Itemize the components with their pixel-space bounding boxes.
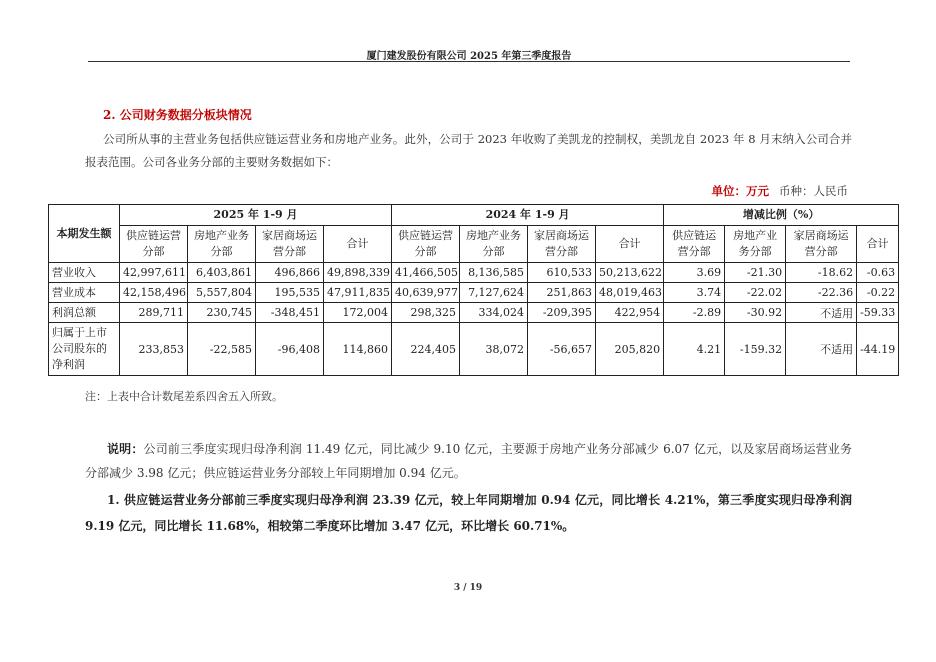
table-cell: 42,158,496: [120, 283, 188, 303]
table-cell: 5,557,804: [188, 283, 256, 303]
table-cell: -0.63: [857, 263, 899, 283]
unit-line: [712, 183, 849, 199]
table-cell: 7,127,624: [460, 283, 528, 303]
page-number: 3 / 19: [453, 583, 483, 593]
table-cell: 422,954: [596, 303, 664, 323]
table-cell: 6,403,861: [188, 263, 256, 283]
table-cell: 49,898,339: [324, 263, 392, 283]
table-note: 注：上表中合计数尾差系四舍五入所致。: [85, 390, 283, 403]
table-cell: 233,853: [120, 323, 188, 376]
table-cell: 8,136,585: [460, 263, 528, 283]
table-cell: 40,639,977: [392, 283, 460, 303]
table-cell: -44.19: [857, 323, 899, 376]
intro-paragraph: 公司所从事的主营业务包括供应链运营业务和房地产业务。此外，公司于 2023 年收购了美凯龙的控制权，美凯龙自 2023 年 8 月末纳入公司合并报表范围。公司各业务分部的主要财务数据如下：: [85, 132, 852, 169]
table-cell: -56,657: [528, 323, 596, 376]
subheader-home-mall: 家居商场运营分部: [256, 226, 324, 263]
table-cell: 不适用: [786, 303, 857, 323]
table-cell: 610,533: [528, 263, 596, 283]
table-cell: -22.02: [725, 283, 786, 303]
table-cell: 3.69: [664, 263, 725, 283]
subheader-home-mall: 家居商场运营分部: [528, 226, 596, 263]
table-cell: 251,863: [528, 283, 596, 303]
corner-header: 本期发生额: [49, 205, 120, 263]
table-cell: 230,745: [188, 303, 256, 323]
table-cell: 42,997,611: [120, 263, 188, 283]
table-row-cost: [49, 283, 899, 303]
table-cell: -18.62: [786, 263, 857, 283]
table-cell: 114,860: [324, 323, 392, 376]
table-row-net-profit: [49, 323, 899, 376]
group-header-2024: 2024 年 1-9 月: [392, 205, 664, 226]
table-cell: 334,024: [460, 303, 528, 323]
table-cell: 48,019,463: [596, 283, 664, 303]
table-cell: 50,213,622: [596, 263, 664, 283]
currency-label: 币种：人民币: [779, 184, 848, 198]
table-cell: -348,451: [256, 303, 324, 323]
point-1-paragraph: 1. 供应链运营业务分部前三季度实现归母净利润 23.39 亿元，较上年同期增加 0.94 亿元，同比增长 4.21%，第三季度实现归母净利润 9.19 亿元，同比增长 11.68%，相较第二季度环比增加 3.47 亿元，环比增长 60.71%。: [85, 493, 852, 533]
table-cell: -22.36: [786, 283, 857, 303]
subheader-real-estate: 房地产业务分部: [188, 226, 256, 263]
table-cell: -0.22: [857, 283, 899, 303]
table-cell: 41,466,505: [392, 263, 460, 283]
table-cell: -30.92: [725, 303, 786, 323]
subheader-real-estate: 房地产业务分部: [460, 226, 528, 263]
page-header-title: 厦门建发股份有限公司 2025 年第三季度报告: [366, 51, 572, 62]
table-cell: 298,325: [392, 303, 460, 323]
table-cell: 205,820: [596, 323, 664, 376]
explanation-label: 说明：: [107, 442, 144, 456]
table-cell: -96,408: [256, 323, 324, 376]
table-cell: -209,395: [528, 303, 596, 323]
table-cell: 224,405: [392, 323, 460, 376]
row-label: 利润总额: [49, 303, 120, 323]
row-label: 营业成本: [49, 283, 120, 303]
table-cell: 不适用: [786, 323, 857, 376]
group-header-change: 增减比例（%）: [664, 205, 899, 226]
subheader-home-mall: 家居商场运营分部: [786, 226, 857, 263]
subheader-supply-chain: 供应链运营分部: [120, 226, 188, 263]
table-cell: -159.32: [725, 323, 786, 376]
table-cell: -2.89: [664, 303, 725, 323]
subheader-real-estate: 房地产业务分部: [725, 226, 786, 263]
table-row-revenue: [49, 263, 899, 283]
table-cell: 4.21: [664, 323, 725, 376]
group-header-2025: 2025 年 1-9 月: [120, 205, 392, 226]
explanation-text: 公司前三季度实现归母净利润 11.49 亿元，同比减少 9.10 亿元，主要源于房地产业务分部减少 6.07 亿元，以及家居商场运营业务分部减少 3.98 亿元；供应链运营业务分部较上年同期增加 0.94 亿元。: [85, 442, 852, 480]
subheader-total: 合计: [324, 226, 392, 263]
subheader-supply-chain: 供应链运营分部: [392, 226, 460, 263]
subheader-supply-chain: 供应链运营分部: [664, 226, 725, 263]
table-cell: 496,866: [256, 263, 324, 283]
subheader-total: 合计: [857, 226, 899, 263]
row-label: 归属于上市公司股东的净利润: [49, 323, 120, 376]
table-cell: -22,585: [188, 323, 256, 376]
table-cell: -59.33: [857, 303, 899, 323]
section-title: 2. 公司财务数据分板块情况: [103, 108, 252, 122]
table-cell: 3.74: [664, 283, 725, 303]
unit-label: 单位：万元: [711, 184, 769, 198]
table-cell: 195,535: [256, 283, 324, 303]
explanation-paragraph: [85, 437, 852, 485]
table-row-total-profit: [49, 303, 899, 323]
table-cell: 38,072: [460, 323, 528, 376]
table-cell: -21.30: [725, 263, 786, 283]
table-cell: 172,004: [324, 303, 392, 323]
segment-financial-table: [48, 204, 899, 376]
row-label: 营业收入: [49, 263, 120, 283]
header-rule: [88, 61, 850, 62]
table-cell: 47,911,835: [324, 283, 392, 303]
subheader-total: 合计: [596, 226, 664, 263]
table-cell: 289,711: [120, 303, 188, 323]
